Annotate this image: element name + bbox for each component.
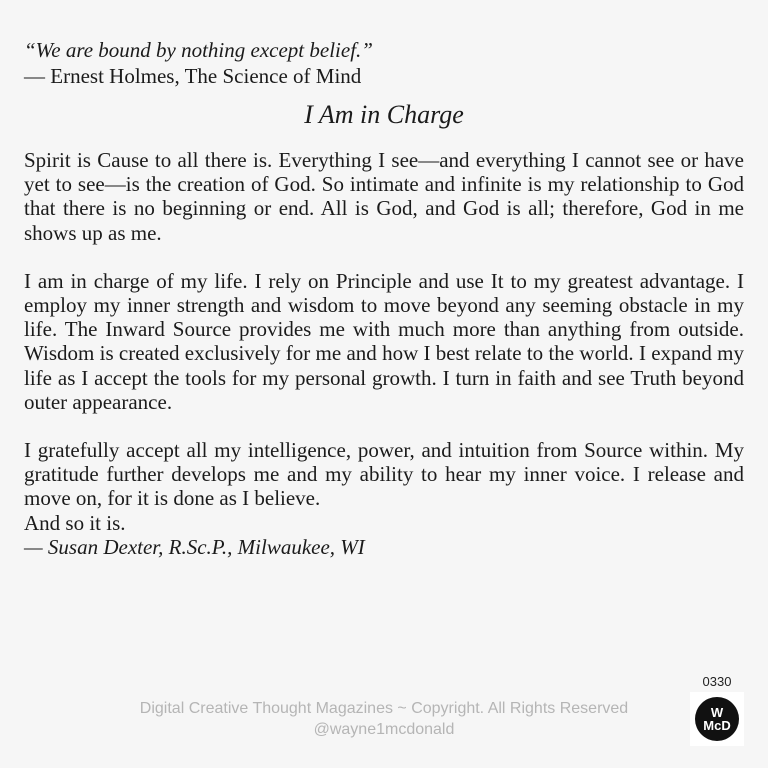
epigraph	[24, 37, 744, 89]
copyright-footer	[0, 698, 768, 740]
paragraph-3: I gratefully accept all my intelligence, power, and intuition from Source within. My gratitude further develops me and my ability to hear my inner voice. I release and move on, for it is done as I believe.	[24, 438, 744, 511]
epigraph-attribution: — Ernest Holmes, The Science of Mind	[24, 64, 362, 88]
paragraph-1: Spirit is Cause to all there is. Everything I see—and everything I cannot see or have yet to see—is the creation of God. So intimate and infinite is my relationship to God that there is no beginning or end. All is God, and God is all; therefore, God in me shows up as me.	[24, 148, 744, 245]
epigraph-quote: “We are bound by nothing except belief.”	[24, 38, 373, 62]
closing-line: And so it is.	[24, 510, 126, 535]
logo-badge	[695, 697, 739, 741]
copyright-line: Digital Creative Thought Magazines ~ Copyright. All Rights Reserved	[139, 700, 629, 717]
issue-code: 0330	[702, 674, 732, 689]
paragraph-spacer	[24, 245, 744, 269]
paragraph-2: I am in charge of my life. I rely on Principle and use It to my greatest advantage. I employ my inner strength and wisdom to move beyond any seeming obstacle in my life. The Inward Source provides me with much more than anything from outside. Wisdom is created exclusively for me and how I best relate to the world. I expand my life as I accept the tools for my personal growth. I turn in faith and see Truth beyond outer appearance.	[24, 268, 744, 414]
page-title: I Am in Charge	[304, 100, 464, 129]
author-signature: — Susan Dexter, R.Sc.P., Milwaukee, WI	[24, 534, 365, 559]
article-body	[24, 148, 744, 559]
logo-initial-w: W	[710, 705, 724, 720]
wmcd-logo	[690, 692, 744, 746]
logo-initials-mcd: McD	[703, 718, 731, 733]
social-handle: @wayne1mcdonald	[313, 721, 455, 738]
paragraph-spacer	[24, 414, 744, 438]
